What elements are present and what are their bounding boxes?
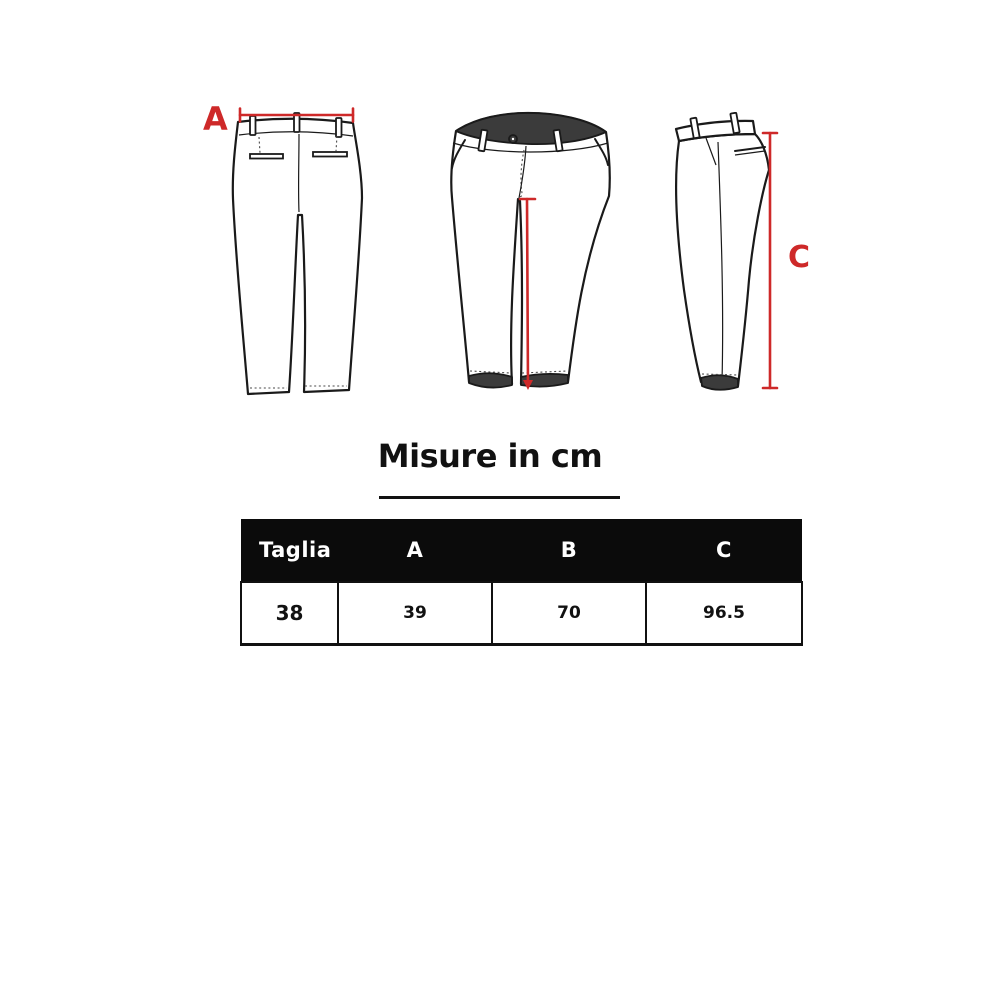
back-belt-loop-left — [250, 116, 256, 135]
size-table-header-b: B — [492, 519, 646, 582]
size-table-data-row — [241, 582, 802, 645]
front-hem-left — [469, 373, 512, 387]
back-pocket-right — [313, 152, 347, 157]
size-table-cell-c: 96.5 — [646, 582, 802, 645]
size-table-header-row — [241, 519, 802, 582]
pants-front-view-drawing — [448, 110, 613, 402]
side-hem — [701, 375, 738, 390]
size-table-header-a: A — [338, 519, 492, 582]
front-button-hole — [512, 138, 514, 140]
measure-label-c: C — [788, 240, 811, 275]
back-belt-loop-right — [336, 118, 342, 137]
title-underline — [379, 496, 620, 499]
back-pocket-left — [250, 154, 283, 159]
size-table-header-c: C — [646, 519, 802, 582]
measure-label-a: A — [203, 100, 228, 138]
size-table-cell-taglia: 38 — [241, 582, 338, 645]
pants-front-silhouette — [451, 113, 610, 384]
page-title: Misure in cm — [377, 437, 603, 475]
size-table-cell-b: 70 — [492, 582, 646, 645]
pants-back-view-drawing — [225, 103, 370, 403]
pants-side-view-drawing — [668, 112, 786, 400]
pants-back-silhouette — [233, 119, 362, 394]
size-table-cell-a: 39 — [338, 582, 492, 645]
size-table-header-taglia: Taglia — [241, 519, 338, 582]
size-table — [240, 519, 803, 646]
